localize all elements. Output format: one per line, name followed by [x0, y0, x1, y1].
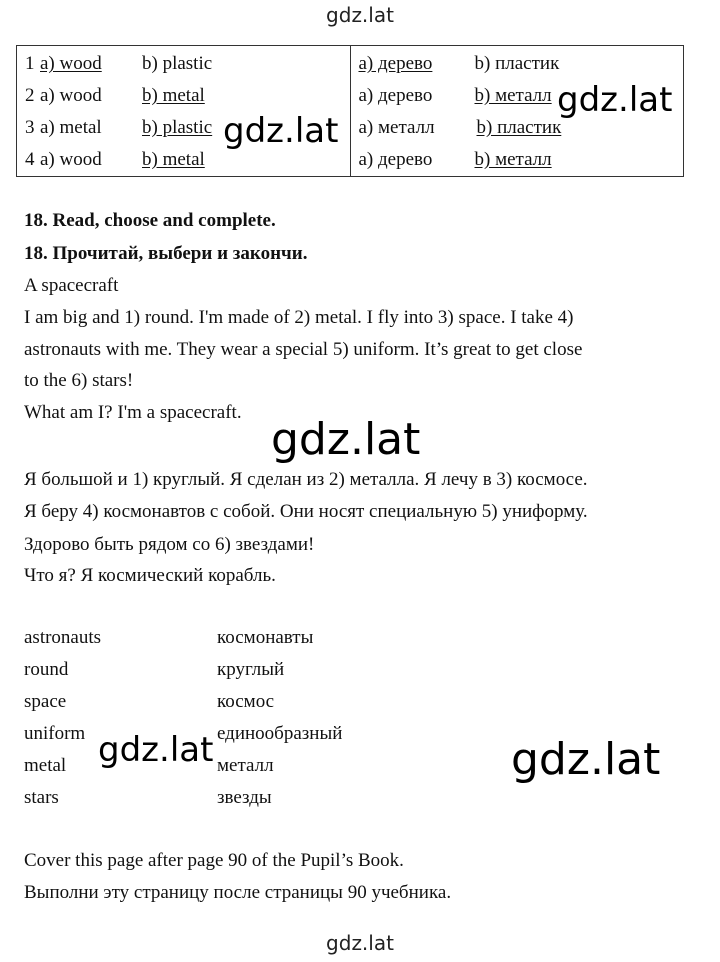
- vocab-en: astronauts: [24, 627, 102, 648]
- exercise-title-en: 18. Read, choose and complete.: [24, 210, 276, 231]
- option-a: а) дерево: [358, 149, 433, 170]
- watermark: gdz.lat: [271, 414, 421, 465]
- option-a: а) дерево: [358, 53, 433, 74]
- option-a: а) металл: [358, 117, 435, 138]
- option-b: b) пластик: [474, 53, 560, 74]
- vocab-en: uniform: [24, 723, 86, 744]
- vocab-ru: круглый: [217, 659, 285, 680]
- row-number: 4: [25, 149, 35, 170]
- vocab-ru: металл: [217, 755, 274, 776]
- vocab-ru: единообразный: [217, 723, 343, 744]
- option-a: a) wood: [40, 53, 102, 74]
- answer-row-1-ru: [359, 48, 676, 80]
- exercise-title-ru: 18. Прочитай, выбери и закончи.: [24, 243, 308, 264]
- watermark-bottom: gdz.lat: [326, 931, 394, 955]
- answer-row-2: [25, 80, 342, 112]
- watermark: gdz.lat: [557, 80, 673, 120]
- watermark-top: gdz.lat: [326, 3, 394, 27]
- row-number: 1: [25, 53, 35, 74]
- text-ru-line-4: Что я? Я космический корабль.: [24, 565, 276, 586]
- footer-note-en: Cover this page after page 90 of the Pupil’s Book.: [24, 850, 404, 871]
- watermark: gdz.lat: [223, 111, 339, 151]
- vocab-ru: звезды: [217, 787, 272, 808]
- watermark: gdz.lat: [511, 734, 661, 785]
- text-en-line-2: astronauts with me. They wear a special 5) uniform. It’s great to get close: [24, 339, 583, 360]
- vocab-ru: космос: [217, 691, 275, 712]
- option-b: b) plastic: [142, 117, 213, 138]
- vocab-en: space: [24, 691, 67, 712]
- text-en-line-3: to the 6) stars!: [24, 370, 134, 391]
- vocab-ru: космонавты: [217, 627, 314, 648]
- option-a: a) metal: [40, 117, 102, 138]
- text-ru-line-1: Я большой и 1) круглый. Я сделан из 2) металла. Я лечу в 3) космосе.: [24, 469, 588, 490]
- option-a: a) wood: [40, 149, 102, 170]
- option-b: b) plastic: [142, 53, 213, 74]
- answer-row-1: [25, 48, 342, 80]
- option-b: b) metal: [142, 149, 205, 170]
- row-number: 3: [25, 117, 35, 138]
- option-a: а) дерево: [358, 85, 433, 106]
- option-b: b) metal: [142, 85, 205, 106]
- text-en-line-4: What am I? I'm a spacecraft.: [24, 402, 242, 423]
- vocab-en: metal: [24, 755, 67, 776]
- answer-row-4-ru: [359, 144, 676, 176]
- option-a: a) wood: [40, 85, 102, 106]
- vocab-en: round: [24, 659, 69, 680]
- text-ru-line-2: Я беру 4) космонавтов с собой. Они носят специальную 5) униформу.: [24, 501, 588, 522]
- footer-note-ru: Выполни эту страницу после страницы 90 учебника.: [24, 882, 452, 903]
- watermark: gdz.lat: [98, 730, 214, 770]
- text-en-line-1: I am big and 1) round. I'm made of 2) metal. I fly into 3) space. I take 4): [24, 307, 574, 328]
- vocab-en: stars: [24, 787, 59, 808]
- option-b: b) пластик: [476, 117, 562, 138]
- option-b: b) металл: [474, 149, 552, 170]
- row-number: 2: [25, 85, 35, 106]
- text-ru-line-3: Здорово быть рядом со 6) звездами!: [24, 534, 315, 555]
- exercise-heading: A spacecraft: [24, 275, 119, 296]
- option-b: b) металл: [474, 85, 552, 106]
